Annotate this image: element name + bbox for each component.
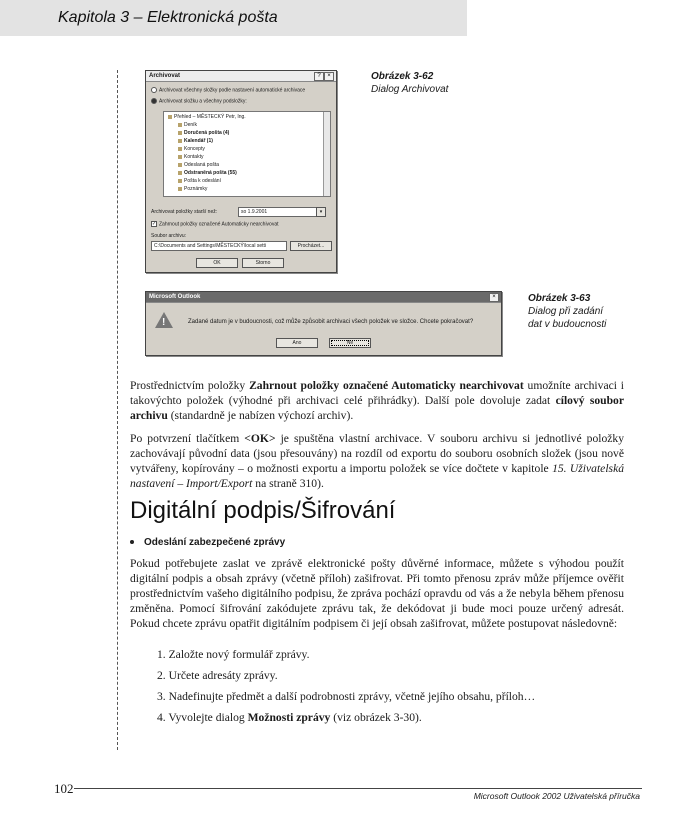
outlook-warning-dialog <box>145 291 502 356</box>
paragraph-confirm-archive: Po potvrzení tlačítkem <OK> je spuštěna vlastní archivace. V souboru archivu si jednotlivé položky zachovávají původní data (jsou přesouvány) na rozdíl od exportu do souboru osobních složek (jsou nově vytvářeny, kopírovány – o možnosti exportu a importu položek se více dočtete v kapitole 15. Uživatelská nastavení – Import/Export na straně 310). <box>130 432 625 490</box>
tree-scrollbar[interactable] <box>323 112 330 196</box>
archive-dialog <box>145 70 337 273</box>
outlook-dialog-titlebar <box>146 292 501 303</box>
checkbox-checked-icon[interactable]: ✓ <box>152 221 157 227</box>
tree-item-root[interactable]: Přehled – MĚSTECKÝ Petr, Ing. <box>168 114 246 120</box>
tree-item[interactable]: Pošta k odeslání <box>178 178 221 184</box>
bullet-icon <box>130 540 134 544</box>
deleted-icon <box>178 171 182 175</box>
tree-item[interactable]: Koncepty <box>178 146 205 152</box>
chapter-header-band <box>0 0 467 36</box>
date-field[interactable]: so 1.9.2001 <box>238 207 318 217</box>
date-dropdown-icon[interactable]: ▾ <box>316 207 326 217</box>
margin-rule <box>117 70 118 750</box>
figure-63-number: Obrázek 3-63 <box>528 293 591 304</box>
archive-all-option[interactable] <box>151 87 305 93</box>
include-checkbox[interactable] <box>151 221 279 227</box>
paragraph-include-items: Prostřednictvím položky Zahrnout položky označené Automaticky nearchivovat umožníte archivaci i takovýchto položek (výhodné při archivaci celé přihrádky). Další pole dovoluje zadat cílový soubor archivu (standardně je nabízen výchozí archiv). <box>130 379 625 422</box>
close-icon[interactable]: × <box>489 293 499 302</box>
browse-button[interactable]: Procházet... <box>290 241 332 251</box>
figure-63-line1: Dialog při zadání <box>528 306 604 317</box>
yes-button[interactable]: Ano <box>276 338 318 348</box>
date-label: Archivovat položky starší než: <box>151 209 218 215</box>
no-button[interactable]: Ne <box>329 338 371 348</box>
archive-dialog-title: Archivovat <box>149 73 181 79</box>
tree-item[interactable]: Deník <box>178 122 197 128</box>
list-item: 1. Založte nový formulář zprávy. <box>157 648 310 661</box>
tree-item[interactable]: Doručená pošta (4) <box>178 130 229 136</box>
radio-selected-icon[interactable] <box>151 98 157 104</box>
archive-folder-label: Archivovat složku a všechny podsložky: <box>159 98 247 105</box>
radio-unselected-icon[interactable] <box>151 87 157 93</box>
tree-item[interactable]: Kontakty <box>178 154 203 160</box>
figure-63-line2: dat v budoucnosti <box>528 319 607 330</box>
cancel-button[interactable]: Storno <box>242 258 284 268</box>
inbox-icon <box>178 131 182 135</box>
chapter-title: Kapitola 3 – Elektronická pošta <box>58 9 278 26</box>
archive-folder-option[interactable] <box>151 98 247 104</box>
contacts-icon <box>178 155 182 159</box>
tree-item[interactable]: Odstraněná pošta (55) <box>178 170 237 176</box>
page-number: 102 <box>54 781 74 796</box>
calendar-icon <box>178 139 182 143</box>
section-heading: Digitální podpis/Šifrování <box>130 497 396 524</box>
tree-item[interactable]: Poznámky <box>178 186 207 192</box>
list-item: 2. Určete adresáty zprávy. <box>157 669 278 682</box>
tree-item[interactable]: Kalendář (1) <box>178 138 213 144</box>
list-item: 3. Nadefinujte předmět a další podrobnosti zprávy, včetně jejího obsahu, příloh… <box>157 690 536 703</box>
file-label: Soubor archivu: <box>151 233 187 239</box>
archive-file-field[interactable]: C:\Documents and Settings\MĚSTECKÝ\local setti <box>151 241 287 251</box>
drafts-icon <box>178 147 182 151</box>
bullet-heading: Odeslání zabezpečené zprávy <box>130 537 285 548</box>
journal-icon <box>178 123 182 127</box>
sent-icon <box>178 163 182 167</box>
archive-dialog-titlebar <box>146 71 336 82</box>
warning-exclamation-icon: ! <box>162 317 166 328</box>
figure-63-caption <box>528 292 606 331</box>
folder-tree[interactable] <box>163 111 331 197</box>
paragraph-digital-signature: Pokud potřebujete zaslat ve zprávě elektronické pošty důvěrné informace, můžete s výhodou použít digitální podpis a obsah zprávy (včetně příloh) zašifrovat. Při tomto přenosu zpráv může příjemce ověřit prostřednictvím vašeho digitálního podpisu, že zpráva pochází opravdu od vás a že nebyla během přenosu změněna. Pomocí šifrování zakódujete zprávu tak, že dekódovat ji bude moci pouze určený adresát. Pokud chcete zprávu opatřit digitálním podpisem či její obsah zašifrovat, můžete postupovat následovně: <box>130 557 624 630</box>
help-icon[interactable]: ? <box>314 72 324 81</box>
include-checkbox-label: Zahrnout položky označené Automaticky nearchivovat <box>159 221 279 228</box>
footer-rule <box>74 788 642 789</box>
archive-all-label: Archivovat všechny složky podle nastavení automatické archivace <box>159 87 306 94</box>
steps-list <box>157 644 535 728</box>
figure-62-number: Obrázek 3-62 <box>371 71 434 82</box>
footer-book-title: Microsoft Outlook 2002 Uživatelská příručka <box>473 791 640 801</box>
tree-item[interactable]: Odeslaná pošta <box>178 162 219 168</box>
warning-message: Zadané datum je v budoucnosti, což může způsobit archivaci všech položek ve složce. Chcete pokračovat? <box>188 319 474 325</box>
figure-62-caption <box>371 70 448 96</box>
list-item: 4. Vyvolejte dialog Možnosti zprávy (viz obrázek 3-30). <box>157 711 422 724</box>
notes-icon <box>178 187 182 191</box>
figure-62-text: Dialog Archivovat <box>371 84 449 95</box>
outbox-icon <box>178 179 182 183</box>
outlook-dialog-title: Microsoft Outlook <box>149 294 201 300</box>
folder-icon <box>168 115 172 119</box>
close-icon[interactable]: × <box>324 72 334 81</box>
ok-button[interactable]: OK <box>196 258 238 268</box>
